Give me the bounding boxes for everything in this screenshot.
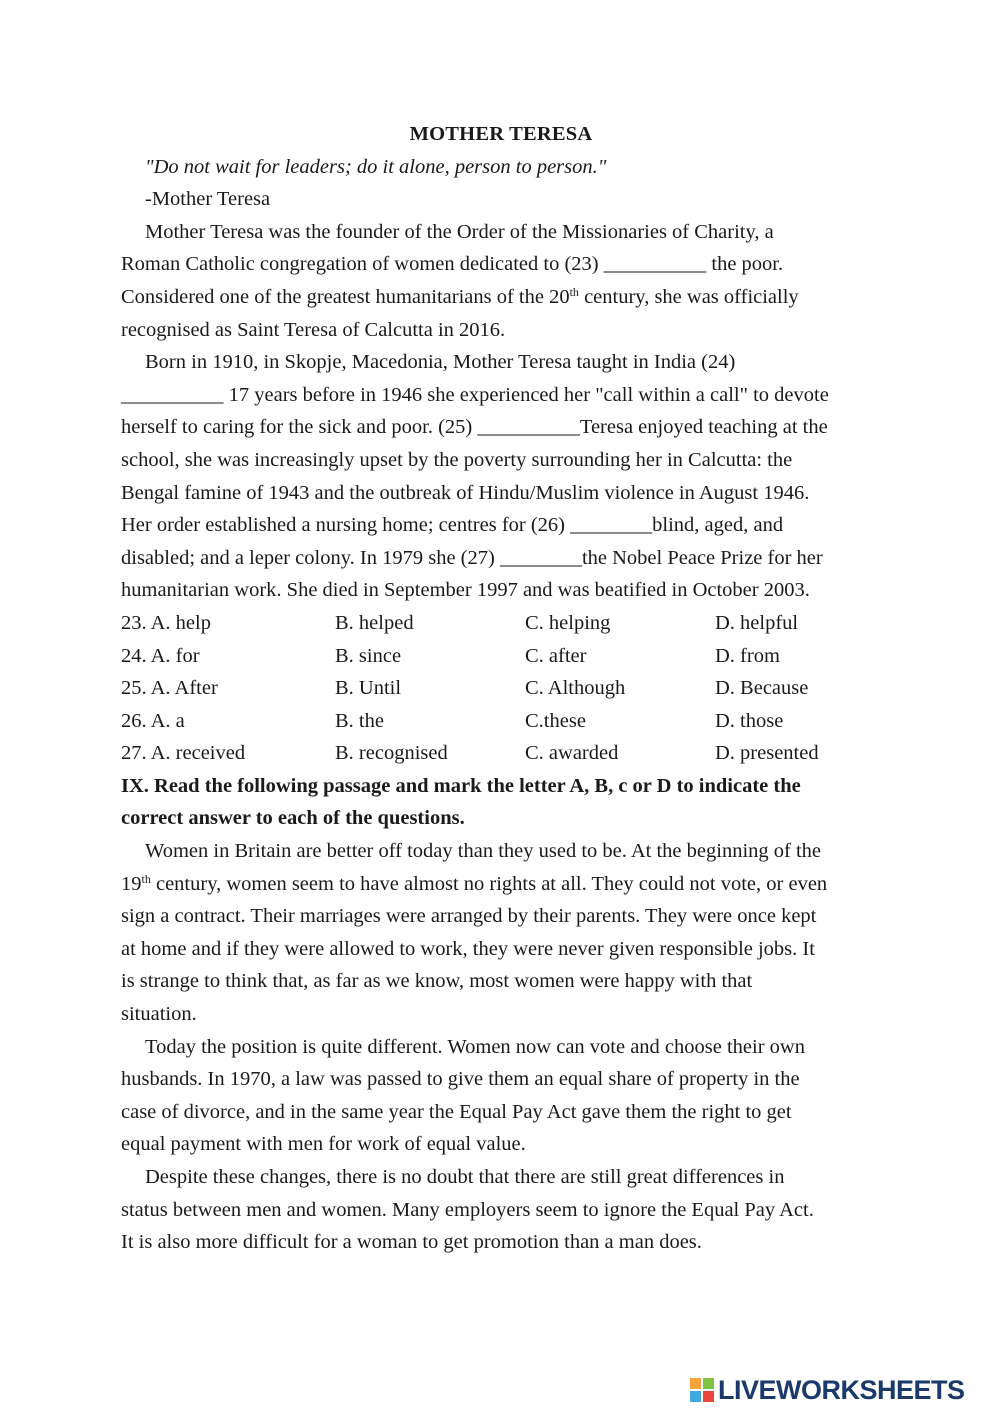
passage-line: Mother Teresa was the founder of the Order of the Missionaries of Charity, a: [145, 220, 774, 243]
logo-square-icon: [690, 1378, 701, 1389]
passage-line: Today the position is quite different. Women now can vote and choose their own: [145, 1035, 805, 1058]
passage-line: humanitarian work. She died in September 1997 and was beatified in October 2003.: [121, 579, 810, 602]
question-26-options: [121, 705, 881, 738]
page-title: MOTHER TERESA: [409, 123, 593, 145]
option-c: C. helping: [525, 611, 611, 634]
section-heading-line: correct answer to each of the questions.: [121, 807, 465, 830]
passage-line: status between men and women. Many employers seem to ignore the Equal Pay Act.: [121, 1198, 814, 1221]
option-c: C. Although: [525, 677, 626, 700]
passage-line: Bengal famine of 1943 and the outbreak of Hindu/Muslim violence in August 1946.: [121, 481, 810, 504]
liveworksheets-logo[interactable]: [690, 1370, 965, 1410]
option-a: 26. A. a: [121, 709, 185, 732]
passage-line: at home and if they were allowed to work, they were never given responsible jobs. It: [121, 937, 815, 960]
option-a: 23. A. help: [121, 611, 211, 634]
question-24-options: [121, 640, 881, 673]
section-9-heading: [121, 770, 881, 835]
quote: "Do not wait for leaders; do it alone, person to person.": [145, 155, 607, 178]
passage-line: sign a contract. Their marriages were arranged by their parents. They were once kept: [121, 905, 817, 928]
passage-text: Considered one of the greatest humanitarians of the 20: [121, 285, 570, 308]
passage-text: century, she was officially: [578, 285, 799, 308]
option-c: C.these: [525, 709, 586, 732]
superscript: th: [141, 871, 151, 886]
option-d: D. presented: [715, 742, 819, 765]
option-b: B. recognised: [335, 742, 448, 765]
passage-line: recognised as Saint Teresa of Calcutta in 2016.: [121, 318, 506, 341]
passage-line: Roman Catholic congregation of women dedicated to (23) __________ the poor.: [121, 253, 784, 276]
worksheet-page: [121, 118, 881, 1259]
option-d: D. from: [715, 644, 780, 667]
passage-line: equal payment with men for work of equal value.: [121, 1133, 526, 1156]
section-heading-line: IX. Read the following passage and mark the letter A, B, c or D to indicate the: [121, 774, 801, 797]
passage-line: is strange to think that, as far as we know, most women were happy with that: [121, 970, 753, 993]
option-b: B. helped: [335, 611, 414, 634]
passage-line: disabled; and a leper colony. In 1979 she (27) ________the Nobel Peace Prize for her: [121, 546, 823, 569]
passage-line: situation.: [121, 1003, 197, 1026]
passage-women-in-britain: [121, 835, 881, 1259]
passage-line: [121, 281, 881, 314]
option-a: 27. A. received: [121, 742, 246, 765]
passage-line: It is also more difficult for a woman to get promotion than a man does.: [121, 1231, 702, 1254]
option-c: C. awarded: [525, 742, 619, 765]
passage-line: Born in 1910, in Skopje, Macedonia, Mother Teresa taught in India (24): [145, 351, 736, 374]
logo-grid-icon: [690, 1378, 714, 1402]
option-c: C. after: [525, 644, 587, 667]
option-a: 24. A. for: [121, 644, 200, 667]
passage-line: Her order established a nursing home; centres for (26) ________blind, aged, and: [121, 514, 784, 537]
passage-line: case of divorce, and in the same year the Equal Pay Act gave them the right to get: [121, 1100, 792, 1123]
option-a: 25. A. After: [121, 677, 218, 700]
answer-options: [121, 607, 881, 770]
option-d: D. helpful: [715, 611, 799, 634]
passage-line: __________ 17 years before in 1946 she experienced her "call within a call" to devote: [121, 383, 829, 406]
logo-square-icon: [703, 1378, 714, 1389]
passage-line: herself to caring for the sick and poor. (25) __________Teresa enjoyed teaching at the: [121, 416, 828, 439]
superscript: th: [569, 284, 579, 299]
logo-text: LIVEWORKSHEETS: [718, 1374, 965, 1405]
passage-line: school, she was increasingly upset by the poverty surrounding her in Calcutta: the: [121, 448, 793, 471]
passage-line: Women in Britain are better off today than they used to be. At the beginning of the: [145, 840, 822, 863]
passage-text: century, women seem to have almost no rights at all. They could not vote, or even: [150, 872, 828, 895]
question-23-options: [121, 607, 881, 640]
question-25-options: [121, 672, 881, 705]
passage-text: 19: [121, 872, 142, 895]
quote-author: -Mother Teresa: [145, 188, 271, 211]
passage-line: husbands. In 1970, a law was passed to give them an equal share of property in the: [121, 1068, 800, 1091]
option-b: B. the: [335, 709, 384, 732]
option-d: D. those: [715, 709, 784, 732]
logo-square-icon: [690, 1391, 701, 1402]
passage-line: Despite these changes, there is no doubt that there are still great differences in: [145, 1166, 785, 1188]
question-27-options: [121, 737, 881, 770]
option-b: B. Until: [335, 677, 402, 700]
passage-line: [121, 868, 881, 901]
option-b: B. since: [335, 644, 402, 667]
logo-square-icon: [703, 1391, 714, 1402]
passage-mother-teresa: [121, 216, 881, 607]
option-d: D. Because: [715, 677, 809, 700]
